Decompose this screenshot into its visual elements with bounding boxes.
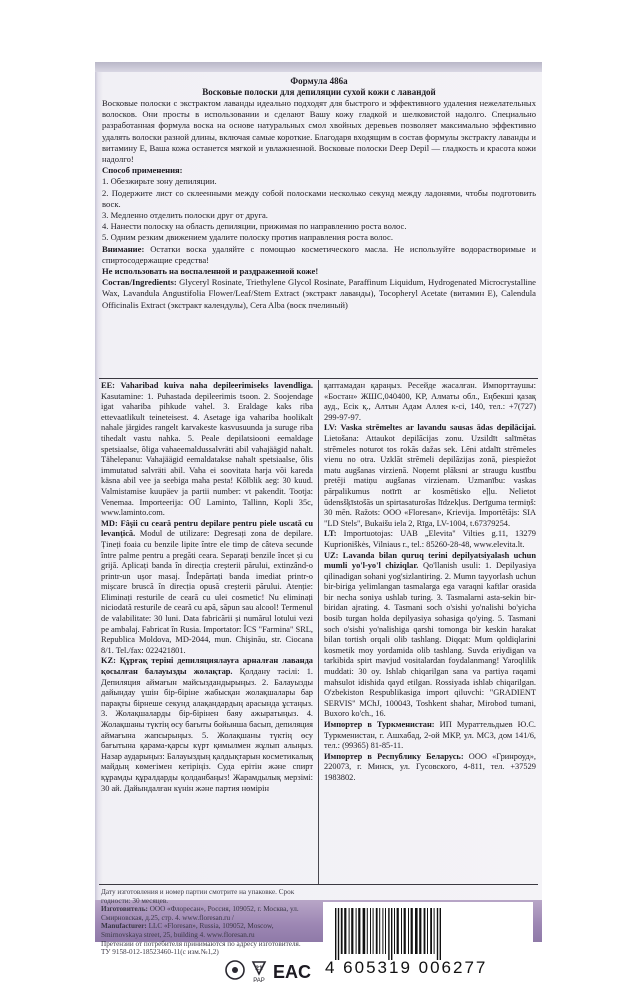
footer-divider	[99, 884, 538, 885]
pap-recycling-icon	[253, 962, 265, 984]
section-divider	[99, 378, 538, 379]
manufacturer-ru-text: ООО «Флоресан», Россия, 109052, г. Москва, ул. Смирновская, д.25, стр. 4. www.floresan.ru /	[101, 905, 299, 922]
lt-paragraph	[324, 529, 536, 550]
warning-paragraph	[102, 244, 536, 266]
method-heading: Способ применения:	[102, 165, 183, 176]
no-use-notice: Не использовать на воспаленной и раздраженной коже!	[102, 266, 319, 277]
kz-continued: қаптамадан қараңыз. Ресейде жасалған. Импорттаушы: «Бостан» ЖШС,040400, KP, Алматы обл., Еңбекшi қазақ ауд., Есiк қ., Алтын Адам Аллея к-сi, 140, тел.: +7(727) 299-97-97.	[324, 381, 536, 422]
barcode-bar	[411, 908, 413, 954]
product-intro: Восковые полоски с экстрактом лаванды идеально подходят для быстрого и эффективного удаления нежелательных волосков. Они просты в использовании и сделают Вашу кожу гладкой и шелковистой надолго. Специально разработанная формула воска на основе натуральных смол хвойных деревьев позволяет максимально эффективно удалять волоски разной длины, включая самые короткие. Благодаря входящим в состав формулы экстракту лаванды и витамину Е, Ваша кожа останется мягкой и увлажненной. Восковые полоски Deep Depil — гладкость и красота кожи надолго!	[102, 98, 536, 165]
barcode-bar	[440, 908, 441, 960]
claims-info: Претензии от потребителя принимаются по адресу изготовителя.	[101, 939, 301, 948]
kz-text: Қолдану тәсiлi: 1. Депиляция аймағын майсыздандырыңыз. 2. Балауызды дайындау үшiн бiр-бiрiне жабысқан жолақшалары бар парақты бiрнеше секунд алақандардың арасында ұстаңыз. 3. Жолақшаларды бiр-бiрiнен баяу ажыратыңыз. 4. Жолақшаны түктiң өсу бағыты бойынша басып, депиляция аймағына жапсырыңыз. 5. Жолақшаны түктiң өсу бағытына қарама-қарсы күрт қимылмен жұлып алыңыз. Назар аударыңыз: Балауыздың қалдықтарын косметикалық майдың көмегiмен кетiрiңiз. Суда ерiтiн және спирт құрамды құралдарды қолданбаңыз! Жарамдылық мерзiмi: 30 ай. Дайындалған күнiн және партия нөмiрiн	[101, 667, 314, 793]
tu-code: ТУ 9158-012-18523460-11(с изм.№1,2)	[101, 948, 219, 957]
column-divider	[318, 380, 319, 884]
barcode-bar	[419, 908, 421, 954]
composition-label: Состав/Ingredients:	[102, 277, 177, 288]
step-2: 2. Подержите лист со склеенными между собой полосками несколько секунд между ладонями, чтобы подготовить воск.	[102, 187, 536, 209]
kz-paragraph	[101, 656, 313, 794]
left-column	[101, 381, 313, 881]
step-5: 5. Одним резким движением удалите полоску против направления роста волос.	[102, 232, 393, 243]
tm-text: ИП Мураттельдыев Ю.С. Туркменистан, г. Ашхабад, 2-ой МКР, ул. МСЗ, дом 141/6, тел.: (99365) 81-85-11.	[324, 720, 536, 751]
composition-text: Glyceryl Rosinate, Triethylene Glycol Rosinate, Paraffinum Liquidum, Hydrogenated Microcrystalline Wax, Lavandula Angustifolia Flower/Leaf/Stem Extract (экстракт лаванды), Tocopheryl Acetate (витамин Е), Calendula Officinalis Extract (экстракт календулы), Cera Alba (воск пчелиный)	[102, 277, 536, 310]
warning-label: Внимание:	[102, 243, 145, 254]
ee-text: Kasutamine: 1. Puhastada depileerimis tsoon. 2. Soojendage igat vahariba pihkude vahel. 3. Eraldage kaks riba ettevaatlikult teineteisest. 4. Asetage iga vahariba hoolikalt nahale järgides rangelt karvakeste kasvusuunda ja suruge riba tihedalt vastu nahka. 5. Peale depilatsiooni eemaldage spetsiaalse, õliga vahaeemaldussalvräti abil vahajäägid nahalt. Tähelepanu: Vahajäägid eemaldatakse nahalt spetsiaalse, õlis immutatud salvräti abil. Vaha ei soovitata harja või kareda käsna abil vee ja seebiga maha pesta! Kõlblik aeg: 30 kuud. Valmistamise kuupäev ja partii number: vt pakendit. Tootja: Venemaa. Importeerija: OÜ Laminto, Tallinn, Kopli 35c, www.laminto.com.	[101, 391, 313, 518]
barcode-bar	[404, 908, 406, 954]
barcode-bars	[331, 908, 525, 960]
product-formula-title: Формула 486а	[290, 76, 348, 86]
batch-info: Дату изготовления и номер партии смотрите на упаковке. Срок годности: 30 месяцев.	[101, 888, 295, 905]
russian-description	[102, 76, 536, 311]
barcode-bar	[356, 908, 357, 954]
md-paragraph	[101, 519, 313, 657]
ee-paragraph	[101, 381, 313, 519]
barcode-bar	[373, 908, 374, 954]
barcode-bar	[363, 908, 366, 954]
barcode-bar	[388, 908, 389, 960]
by-text: ООО «Гринроуд», 220073, г. Минск, ул. Гусовского, 4-811, тел. +37529 1983802.	[324, 751, 536, 782]
step-3: 3. Медленно отделить полоски друг от друга.	[102, 210, 268, 221]
barcode-bar	[382, 908, 383, 954]
manufacturer-en	[101, 922, 311, 939]
barcode-bar	[401, 908, 402, 954]
package-top-band	[95, 62, 542, 72]
step-1: 1. Обезжирьте зону депиляции.	[102, 176, 217, 187]
barcode-bar	[351, 908, 353, 954]
by-paragraph	[324, 752, 536, 784]
barcode-bar	[367, 908, 368, 954]
barcode-bar	[437, 908, 438, 960]
barcode	[323, 902, 533, 988]
kz-label: KZ: Құрғақ терiнi депиляциялауға арналған лаванда қосылған балауызды жолақтар.	[101, 656, 313, 677]
barcode-bar	[379, 908, 380, 954]
manufacturer-en-label: Manufacturer:	[101, 922, 147, 931]
barcode-bar	[397, 908, 399, 954]
tm-label: Импортер в Туркменистан:	[324, 720, 435, 729]
lv-label: LV: Vaska strēmeltes ar lavandu sausas ādas depilācijai.	[324, 423, 536, 433]
certification-marks	[223, 954, 319, 986]
warning-text: Остатки воска удаляйте с помощью косметического масла. Не используйте водорастворимые и спиртосодержащие средства!	[102, 243, 536, 265]
barcode-bar	[376, 908, 378, 954]
step-4: 4. Нанести полоску на область депиляции, прижимая по направлению роста волос.	[102, 221, 407, 232]
product-subtitle: Восковые полоски для депиляции сухой кожи с лавандой	[202, 87, 436, 97]
uz-label: UZ: Lavanda bilan quruq terini depilyatsiyalash uchun mumli yo'l-yo'l chiziqlar.	[324, 550, 536, 571]
barcode-bar	[349, 908, 350, 954]
barcode-number: 4 605319 006277	[325, 958, 488, 977]
manufacturer-ru	[101, 905, 311, 922]
ee-label: EE: Vaharibad kuiva naha depileerimiseks lavendliga.	[101, 381, 313, 390]
barcode-bar	[391, 908, 392, 960]
right-column	[324, 381, 536, 881]
barcode-bar	[341, 908, 343, 954]
barcode-bar	[424, 908, 426, 954]
lv-paragraph	[324, 423, 536, 529]
tm-paragraph	[324, 720, 536, 752]
uz-paragraph	[324, 551, 536, 721]
barcode-bar	[415, 908, 418, 954]
barcode-bar	[338, 908, 339, 960]
barcode-bar	[427, 908, 428, 954]
barcode-bar	[358, 908, 360, 954]
barcode-bar	[385, 908, 386, 954]
composition-paragraph	[102, 277, 536, 311]
md-label: MD: Fâşii cu ceară pentru depilare pentru piele uscată cu levanțică.	[101, 518, 313, 539]
barcode-bar	[344, 908, 346, 954]
md-text: Modul de utilizare: Degresați zona de depilare. Țineți foaia cu benzile lipite între ele timp de câteva secunde între palme pentru a pregăti ceara. Separați benzile încet și cu grijă. Aplicați banda în direcția creșterii părului, extinzând-o printr-un ușor masaj. Îndepărtați banda imediat printr-o mișcare bruscă în direcția opusă creșterii părului. Atenție: Eliminați resturile de ceară cu ulei cosmetic! Nu eliminați niciodată resturile de ceară cu apă, săpun sau alcool! Termenul de valabilitate: 30 luni. Data fabricării și numărul lotului vezi pe ambalaj. Fabricat în Rusia. Importator: ÎCS "Farmina" SRL, Republica Moldova, MD-2044, mun. Chişinău, str. Ciocana 8/1. Tel./fax: 022421801.	[101, 529, 313, 655]
recycle-icon	[226, 961, 244, 979]
barcode-bar	[430, 908, 432, 954]
pap-code: 21	[255, 965, 263, 972]
lt-label: LT:	[324, 529, 337, 539]
eac-mark: EAC	[273, 962, 312, 982]
barcode-bar	[434, 908, 435, 954]
barcode-bar	[370, 908, 371, 954]
manufacturer-en-text: LLC «Floresan», Russia, 109052, Moscow, Smirnovskaya street, 25, building 4. www.floresan.ru	[101, 922, 274, 939]
package-panel	[95, 62, 542, 984]
uz-text: Qo'llanish usuli: 1. Depilyasiya qilinadigan sohani yog'sizlantiring. 2. Mumn tayyorlash uchun bir-biriga yelimlangan tasmalarga ega varaqni kaftlar orasida bir necha soniya ushlab turing. 3. Tasmalarni asta-sekin bir-biridan ajrating. 4. Tasmani soch o'sishi yo'nalishi bo'yicha bosib turgan holda depilyasiya sohasiga qo'ying. 5. Tasmani soch o'sishi yo'nalishiga qarshi tomonga bir keskin harakat bilan tortish orqali olib tashlang. Diqqat: Mum qoldiqlarini kosmetik moy yordamida olib tashlang. Suvda eriydigan va tarkibida spirt mavjud vositalardan foydalanmang! Yaroqlilik muddati: 30 oy. Ishlab chiqarilgan sana va partiya raqami mahsulot idishida qayd etilgan. Rossiyada ishlab chiqarilgan. O'zbekiston Respublikasiga import qiluvchi: "GRADIENT SERVIS" MChJ, 100043, Toshkent shahar, Mirobod tumani, Buxoro ko'ch., 16.	[324, 561, 536, 719]
pap-label: PAP	[253, 978, 265, 984]
barcode-bar	[408, 908, 409, 954]
manufacturer-info	[101, 888, 311, 957]
lt-text: Importuotojas: UAB „Elevita" Vilties g.11, 13279 Kuprioniškės, Vilniaus r., tel.: 85260-28-48, www.elevita.lt.	[324, 529, 536, 549]
lv-text: Lietošana: Attaukot depilācijas zonu. Uzsildīt salīmētas strēmeles noturot tos rokās dažas sek. Lēni atdalīt strēmeles vienu no otra. Uzklāt strēmeli depilāzijas zonā, piespiežot matu augšanas virzienā. Noņemt plāksni ar straugu kustību pretēji matiņu augšanas virzienam. Uzmanību: vaskas pārpalikumus notīrīt ar kosmētisko eļļu. Nelietot ūdensšķīstošās un spirtasaturošas līdzekļus. Derīguma termiņš: 30 mēn. Ražots: OOO «Floresan», Krievija. Importētājs: SIA "LD Stels", Bukaišu iela 2, Rīga, LV-1004, t.67379254.	[324, 433, 536, 528]
manufacturer-ru-label: Изготовитель:	[101, 905, 148, 914]
barcode-bar	[394, 908, 395, 954]
by-label: Импортер в Республику Беларусь:	[324, 751, 464, 761]
barcode-bar	[335, 908, 336, 960]
